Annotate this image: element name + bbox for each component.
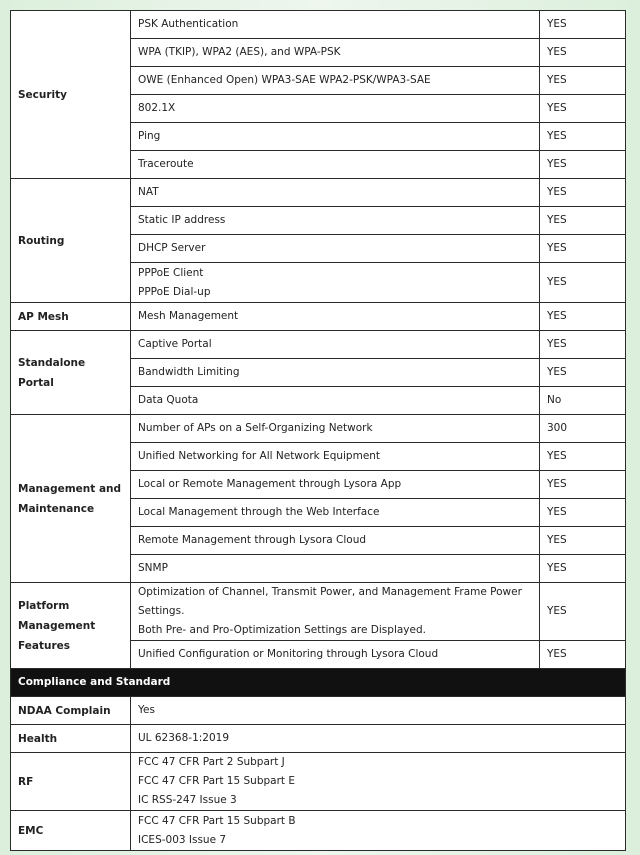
- feature-text: Local Management through the Web Interface: [138, 506, 380, 518]
- feature-cell: [131, 11, 540, 39]
- feature-text: WPA (TKIP), WPA2 (AES), and WPA-PSK: [138, 46, 341, 58]
- compliance-value-text: Yes: [138, 704, 155, 716]
- compliance-value: [131, 697, 626, 725]
- support-value: YES: [540, 207, 626, 235]
- support-value: YES: [540, 11, 626, 39]
- support-value: YES: [540, 303, 626, 331]
- feature-cell: [131, 67, 540, 95]
- feature-cell: [131, 415, 540, 443]
- feature-text: OWE (Enhanced Open) WPA3-SAE WPA2-PSK/WPA3-SAE: [138, 74, 431, 86]
- feature-text: Data Quota: [138, 394, 199, 406]
- feature-text: Unified Configuration or Monitoring through Lysora Cloud: [138, 648, 439, 660]
- support-value: YES: [540, 443, 626, 471]
- feature-text: Bandwidth Limiting: [138, 366, 240, 378]
- support-value: YES: [540, 151, 626, 179]
- support-value: No: [540, 387, 626, 415]
- support-value: YES: [540, 555, 626, 583]
- spec-table-body: [11, 11, 626, 851]
- feature-text: Ping: [138, 130, 161, 142]
- feature-cell: [131, 123, 540, 151]
- feature-text: Remote Management through Lysora Cloud: [138, 534, 367, 546]
- support-value: YES: [540, 95, 626, 123]
- support-value: YES: [540, 583, 626, 641]
- compliance-label: EMC: [11, 811, 131, 851]
- compliance-value-text: FCC 47 CFR Part 15 Subpart E: [138, 775, 295, 787]
- feature-text: Both Pre- and Pro-Optimization Settings are Displayed.: [138, 624, 426, 636]
- compliance-row: [11, 725, 626, 753]
- compliance-value-text: IC RSS-247 Issue 3: [138, 794, 237, 806]
- support-value: YES: [540, 359, 626, 387]
- feature-cell: [131, 151, 540, 179]
- feature-text: NAT: [138, 186, 159, 198]
- feature-cell: [131, 303, 540, 331]
- feature-cell: [131, 527, 540, 555]
- compliance-value-text: FCC 47 CFR Part 15 Subpart B: [138, 814, 296, 827]
- compliance-label: RF: [11, 753, 131, 811]
- feature-cell: [131, 471, 540, 499]
- feature-text: SNMP: [138, 562, 168, 574]
- feature-cell: [131, 331, 540, 359]
- compliance-row: [11, 811, 626, 851]
- spec-row: [11, 179, 626, 207]
- support-value: 300: [540, 415, 626, 443]
- category-cell: AP Mesh: [11, 303, 131, 331]
- feature-cell: [131, 263, 540, 303]
- feature-text: Static IP address: [138, 214, 226, 226]
- compliance-value-text: UL 62368-1:2019: [138, 732, 230, 744]
- compliance-value-text: FCC 47 CFR Part 2 Subpart J: [138, 756, 285, 768]
- spec-row: [11, 583, 626, 641]
- support-value: YES: [540, 179, 626, 207]
- feature-cell: [131, 235, 540, 263]
- feature-cell: [131, 359, 540, 387]
- support-value: YES: [540, 263, 626, 303]
- feature-text: Optimization of Channel, Transmit Power, and Management Frame Power Settings.: [138, 586, 522, 617]
- compliance-header: Compliance and Standard: [11, 669, 626, 697]
- category-cell: Security: [11, 11, 131, 179]
- feature-text: PSK Authentication: [138, 18, 239, 30]
- compliance-row: [11, 697, 626, 725]
- support-value: YES: [540, 527, 626, 555]
- compliance-value: [131, 725, 626, 753]
- support-value: YES: [540, 235, 626, 263]
- category-cell: Routing: [11, 179, 131, 303]
- category-cell: Standalone Portal: [11, 331, 131, 415]
- feature-cell: [131, 39, 540, 67]
- feature-cell: [131, 583, 540, 641]
- feature-cell: [131, 387, 540, 415]
- feature-text: Captive Portal: [138, 338, 212, 350]
- compliance-value: [131, 753, 626, 811]
- compliance-label: Health: [11, 725, 131, 753]
- category-cell: Management and Maintenance: [11, 415, 131, 583]
- feature-cell: [131, 499, 540, 527]
- spec-row: [11, 415, 626, 443]
- compliance-row: [11, 753, 626, 811]
- feature-text: Mesh Management: [138, 310, 239, 322]
- feature-cell: [131, 443, 540, 471]
- support-value: YES: [540, 39, 626, 67]
- feature-cell: [131, 641, 540, 669]
- feature-text: Number of APs on a Self-Organizing Network: [138, 422, 373, 434]
- feature-cell: [131, 207, 540, 235]
- spec-row: [11, 331, 626, 359]
- feature-cell: [131, 179, 540, 207]
- spec-table: [10, 10, 626, 851]
- feature-text: Traceroute: [138, 158, 194, 170]
- support-value: YES: [540, 641, 626, 669]
- feature-text: PPPoE Client: [138, 266, 204, 279]
- support-value: YES: [540, 123, 626, 151]
- spec-row: [11, 11, 626, 39]
- support-value: YES: [540, 499, 626, 527]
- feature-text: PPPoE Dial-up: [138, 285, 211, 298]
- spec-row: [11, 303, 626, 331]
- compliance-value-text: ICES-003 Issue 7: [138, 833, 227, 846]
- category-cell: Platform Management Features: [11, 583, 131, 669]
- feature-text: 802.1X: [138, 102, 176, 114]
- support-value: YES: [540, 471, 626, 499]
- compliance-header-row: [11, 669, 626, 697]
- feature-cell: [131, 555, 540, 583]
- compliance-label: NDAA Complain: [11, 697, 131, 725]
- support-value: YES: [540, 67, 626, 95]
- compliance-value: [131, 811, 626, 851]
- feature-text: Local or Remote Management through Lysora App: [138, 478, 402, 490]
- feature-text: Unified Networking for All Network Equipment: [138, 450, 381, 462]
- support-value: YES: [540, 331, 626, 359]
- feature-text: DHCP Server: [138, 242, 206, 254]
- feature-cell: [131, 95, 540, 123]
